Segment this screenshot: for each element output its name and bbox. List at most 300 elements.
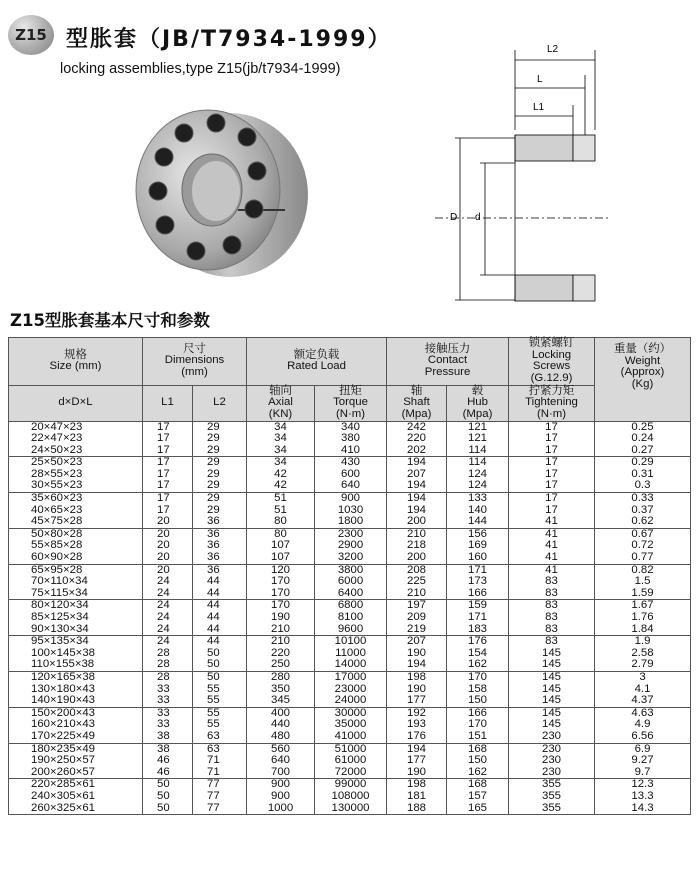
- cell-l1: 17: [143, 421, 193, 433]
- cell-l1: 17: [143, 433, 193, 445]
- cell-axial: 700: [247, 767, 315, 779]
- cell-hub: 176: [447, 636, 509, 648]
- header-spec: 规格 Size (mm): [9, 338, 143, 386]
- cell-torque: 108000: [315, 791, 387, 803]
- cell-hub: 150: [447, 695, 509, 707]
- cell-l1: 46: [143, 755, 193, 767]
- cell-weight: 0.3: [595, 480, 691, 492]
- cell-torque: 6800: [315, 600, 387, 612]
- cell-axial: 440: [247, 719, 315, 731]
- cell-axial: 250: [247, 659, 315, 671]
- header-locking-screws: 锁紧螺钉 Locking Screws (G.12.9): [509, 338, 595, 386]
- cell-tightening: 230: [509, 743, 595, 755]
- cell-l1: 20: [143, 564, 193, 576]
- cell-torque: 24000: [315, 695, 387, 707]
- cell-weight: 1.5: [595, 576, 691, 588]
- cell-shaft: 210: [387, 588, 447, 600]
- cell-hub: 140: [447, 505, 509, 517]
- cell-size: 35×60×23: [9, 493, 143, 505]
- cell-torque: 30000: [315, 707, 387, 719]
- cell-weight: 4.1: [595, 684, 691, 696]
- cell-l1: 33: [143, 695, 193, 707]
- cell-axial: 34: [247, 457, 315, 469]
- type-badge: [8, 15, 54, 55]
- cell-tightening: 145: [509, 684, 595, 696]
- cell-weight: 12.3: [595, 779, 691, 791]
- cell-axial: 345: [247, 695, 315, 707]
- section-title: Z15型胀套基本尺寸和参数: [10, 311, 210, 330]
- cell-shaft: 177: [387, 755, 447, 767]
- cell-l2: 77: [193, 791, 247, 803]
- cell-size: 140×190×43: [9, 695, 143, 707]
- header-weight: 重量（约） Weight (Approx) (Kg): [595, 338, 691, 422]
- cell-tightening: 17: [509, 433, 595, 445]
- header-torque: 扭矩 Torque (N·m): [315, 385, 387, 421]
- label-l2: L2: [547, 44, 559, 55]
- cell-shaft: 242: [387, 421, 447, 433]
- table-row: [9, 791, 691, 803]
- cell-axial: 210: [247, 624, 315, 636]
- cell-axial: 51: [247, 493, 315, 505]
- cell-shaft: 194: [387, 457, 447, 469]
- cell-size: 160×210×43: [9, 719, 143, 731]
- cell-l1: 33: [143, 684, 193, 696]
- cell-l1: 20: [143, 540, 193, 552]
- table-row: [9, 612, 691, 624]
- cell-torque: 430: [315, 457, 387, 469]
- cell-shaft: 194: [387, 743, 447, 755]
- cell-weight: 4.37: [595, 695, 691, 707]
- cell-weight: 0.67: [595, 528, 691, 540]
- cell-hub: 166: [447, 588, 509, 600]
- cell-torque: 340: [315, 421, 387, 433]
- cell-size: 95×135×34: [9, 636, 143, 648]
- cell-weight: 0.31: [595, 469, 691, 481]
- cell-size: 22×47×23: [9, 433, 143, 445]
- cell-weight: 0.72: [595, 540, 691, 552]
- cell-axial: 170: [247, 600, 315, 612]
- header-hub: 毂 Hub (Mpa): [447, 385, 509, 421]
- cell-torque: 10100: [315, 636, 387, 648]
- cell-shaft: 188: [387, 803, 447, 815]
- cell-size: 170×225×49: [9, 731, 143, 743]
- cell-torque: 23000: [315, 684, 387, 696]
- cell-shaft: 225: [387, 576, 447, 588]
- cell-axial: 80: [247, 516, 315, 528]
- table-row: [9, 659, 691, 671]
- cell-l2: 50: [193, 659, 247, 671]
- header-contact-pressure: 接触压力 Contact Pressure: [387, 338, 509, 386]
- cell-size: 28×55×23: [9, 469, 143, 481]
- cell-weight: 4.63: [595, 707, 691, 719]
- cell-l1: 38: [143, 731, 193, 743]
- cell-weight: 2.58: [595, 648, 691, 660]
- cell-weight: 0.37: [595, 505, 691, 517]
- cell-shaft: 194: [387, 659, 447, 671]
- table-row: [9, 552, 691, 564]
- cell-weight: 13.3: [595, 791, 691, 803]
- cell-hub: 171: [447, 612, 509, 624]
- badge-label: Z15: [15, 26, 47, 44]
- cell-l2: 63: [193, 731, 247, 743]
- cell-l1: 17: [143, 457, 193, 469]
- table-row: [9, 624, 691, 636]
- cell-torque: 6000: [315, 576, 387, 588]
- cell-weight: 1.67: [595, 600, 691, 612]
- cell-hub: 168: [447, 779, 509, 791]
- cell-hub: 173: [447, 576, 509, 588]
- cell-l2: 55: [193, 684, 247, 696]
- cell-size: 100×145×38: [9, 648, 143, 660]
- cell-axial: 280: [247, 671, 315, 683]
- cell-hub: 154: [447, 648, 509, 660]
- cell-tightening: 17: [509, 421, 595, 433]
- cell-l2: 71: [193, 767, 247, 779]
- cell-l2: 36: [193, 516, 247, 528]
- cell-hub: 162: [447, 767, 509, 779]
- cell-size: 80×120×34: [9, 600, 143, 612]
- cell-tightening: 41: [509, 552, 595, 564]
- cell-l2: 77: [193, 779, 247, 791]
- cell-l1: 24: [143, 600, 193, 612]
- cell-axial: 107: [247, 552, 315, 564]
- cell-hub: 157: [447, 791, 509, 803]
- cell-axial: 220: [247, 648, 315, 660]
- table-row: [9, 671, 691, 683]
- cell-tightening: 145: [509, 659, 595, 671]
- cell-l2: 63: [193, 743, 247, 755]
- cell-tightening: 145: [509, 707, 595, 719]
- cell-shaft: 220: [387, 433, 447, 445]
- cell-shaft: 219: [387, 624, 447, 636]
- cell-size: 50×80×28: [9, 528, 143, 540]
- cell-axial: 1000: [247, 803, 315, 815]
- cell-shaft: 207: [387, 469, 447, 481]
- cell-l2: 71: [193, 755, 247, 767]
- cell-shaft: 200: [387, 516, 447, 528]
- cell-torque: 900: [315, 493, 387, 505]
- cell-shaft: 176: [387, 731, 447, 743]
- table-row: [9, 445, 691, 457]
- cell-torque: 2300: [315, 528, 387, 540]
- cell-l1: 17: [143, 505, 193, 517]
- cell-weight: 0.24: [595, 433, 691, 445]
- header-axial: 轴向 Axial (KN): [247, 385, 315, 421]
- cell-hub: 124: [447, 480, 509, 492]
- cell-l1: 17: [143, 469, 193, 481]
- cell-l1: 20: [143, 528, 193, 540]
- cell-l2: 29: [193, 505, 247, 517]
- cell-tightening: 41: [509, 528, 595, 540]
- cell-l1: 24: [143, 624, 193, 636]
- cell-hub: 170: [447, 719, 509, 731]
- cell-l1: 46: [143, 767, 193, 779]
- product-photo: [120, 85, 320, 285]
- cell-axial: 640: [247, 755, 315, 767]
- cell-size: 20×47×23: [9, 421, 143, 433]
- cell-l2: 55: [193, 719, 247, 731]
- cell-tightening: 17: [509, 480, 595, 492]
- table-row: [9, 695, 691, 707]
- cell-weight: 0.62: [595, 516, 691, 528]
- cell-shaft: 193: [387, 719, 447, 731]
- cell-axial: 51: [247, 505, 315, 517]
- cell-tightening: 355: [509, 779, 595, 791]
- cell-l2: 55: [193, 707, 247, 719]
- cell-hub: 162: [447, 659, 509, 671]
- cell-weight: 0.82: [595, 564, 691, 576]
- cell-axial: 34: [247, 445, 315, 457]
- cell-l1: 50: [143, 779, 193, 791]
- cell-tightening: 41: [509, 516, 595, 528]
- cell-size: 120×165×38: [9, 671, 143, 683]
- cell-hub: 114: [447, 445, 509, 457]
- cell-size: 130×180×43: [9, 684, 143, 696]
- cell-l2: 29: [193, 493, 247, 505]
- header-l1: L1: [143, 385, 193, 421]
- cell-hub: 170: [447, 671, 509, 683]
- table-row: [9, 767, 691, 779]
- cell-hub: 121: [447, 433, 509, 445]
- cell-l2: 77: [193, 803, 247, 815]
- cell-tightening: 145: [509, 695, 595, 707]
- cell-l1: 17: [143, 480, 193, 492]
- cell-l2: 29: [193, 469, 247, 481]
- cell-tightening: 230: [509, 755, 595, 767]
- cell-torque: 410: [315, 445, 387, 457]
- cell-shaft: 198: [387, 779, 447, 791]
- cell-l1: 38: [143, 743, 193, 755]
- cell-tightening: 17: [509, 457, 595, 469]
- cell-size: 55×85×28: [9, 540, 143, 552]
- cell-l2: 50: [193, 648, 247, 660]
- cell-shaft: 194: [387, 505, 447, 517]
- cell-size: 65×95×28: [9, 564, 143, 576]
- cell-size: 85×125×34: [9, 612, 143, 624]
- table-row: [9, 588, 691, 600]
- cell-tightening: 230: [509, 767, 595, 779]
- cell-hub: 114: [447, 457, 509, 469]
- cell-hub: 156: [447, 528, 509, 540]
- cell-shaft: 192: [387, 707, 447, 719]
- cell-torque: 8100: [315, 612, 387, 624]
- technical-drawing: [415, 30, 615, 305]
- cell-hub: 183: [447, 624, 509, 636]
- cell-torque: 51000: [315, 743, 387, 755]
- cell-torque: 600: [315, 469, 387, 481]
- cell-weight: 1.9: [595, 636, 691, 648]
- table-row: [9, 731, 691, 743]
- cell-axial: 560: [247, 743, 315, 755]
- cell-shaft: 190: [387, 684, 447, 696]
- cell-axial: 34: [247, 433, 315, 445]
- cell-axial: 400: [247, 707, 315, 719]
- cell-torque: 99000: [315, 779, 387, 791]
- cell-size: 110×155×38: [9, 659, 143, 671]
- table-row: [9, 493, 691, 505]
- cell-size: 150×200×43: [9, 707, 143, 719]
- cell-axial: 120: [247, 564, 315, 576]
- table-row: [9, 803, 691, 815]
- cell-torque: 3800: [315, 564, 387, 576]
- label-outer-diameter: D: [450, 212, 458, 223]
- cell-l2: 36: [193, 528, 247, 540]
- table-row: [9, 433, 691, 445]
- cell-hub: 133: [447, 493, 509, 505]
- cell-size: 200×260×57: [9, 767, 143, 779]
- cell-hub: 121: [447, 421, 509, 433]
- cell-axial: 170: [247, 588, 315, 600]
- cell-l2: 55: [193, 695, 247, 707]
- cell-shaft: 197: [387, 600, 447, 612]
- cell-torque: 17000: [315, 671, 387, 683]
- cell-tightening: 355: [509, 803, 595, 815]
- cell-shaft: 194: [387, 493, 447, 505]
- label-l: L: [537, 74, 543, 85]
- cell-torque: 1800: [315, 516, 387, 528]
- cell-l2: 36: [193, 552, 247, 564]
- cell-l1: 17: [143, 445, 193, 457]
- cell-l2: 44: [193, 612, 247, 624]
- cell-tightening: 17: [509, 469, 595, 481]
- cell-l2: 36: [193, 564, 247, 576]
- cell-hub: 159: [447, 600, 509, 612]
- cell-l1: 28: [143, 659, 193, 671]
- cell-shaft: 177: [387, 695, 447, 707]
- cell-torque: 3200: [315, 552, 387, 564]
- cell-shaft: 208: [387, 564, 447, 576]
- cell-tightening: 17: [509, 493, 595, 505]
- cell-torque: 640: [315, 480, 387, 492]
- cell-torque: 14000: [315, 659, 387, 671]
- cell-l2: 29: [193, 480, 247, 492]
- cell-l1: 17: [143, 493, 193, 505]
- cell-tightening: 17: [509, 505, 595, 517]
- cell-weight: 0.33: [595, 493, 691, 505]
- cell-l1: 20: [143, 552, 193, 564]
- cell-size: 40×65×23: [9, 505, 143, 517]
- table-row: [9, 480, 691, 492]
- cell-torque: 1030: [315, 505, 387, 517]
- cell-torque: 9600: [315, 624, 387, 636]
- cell-shaft: 207: [387, 636, 447, 648]
- cell-tightening: 145: [509, 719, 595, 731]
- cell-weight: 14.3: [595, 803, 691, 815]
- cell-l2: 44: [193, 576, 247, 588]
- cell-hub: 171: [447, 564, 509, 576]
- spec-table: [8, 337, 691, 815]
- cell-l2: 29: [193, 457, 247, 469]
- cell-tightening: 145: [509, 648, 595, 660]
- cell-shaft: 181: [387, 791, 447, 803]
- cell-size: 190×250×57: [9, 755, 143, 767]
- cell-tightening: 83: [509, 600, 595, 612]
- cell-axial: 42: [247, 480, 315, 492]
- cell-shaft: 209: [387, 612, 447, 624]
- cell-tightening: 83: [509, 576, 595, 588]
- cell-weight: 0.77: [595, 552, 691, 564]
- cell-axial: 170: [247, 576, 315, 588]
- cell-weight: 1.76: [595, 612, 691, 624]
- cell-axial: 190: [247, 612, 315, 624]
- cell-weight: 9.27: [595, 755, 691, 767]
- cell-tightening: 83: [509, 612, 595, 624]
- label-l1: L1: [533, 102, 545, 113]
- cell-axial: 210: [247, 636, 315, 648]
- cell-size: 70×110×34: [9, 576, 143, 588]
- cell-weight: 6.9: [595, 743, 691, 755]
- cell-hub: 166: [447, 707, 509, 719]
- cell-l1: 33: [143, 719, 193, 731]
- cell-l2: 44: [193, 600, 247, 612]
- cell-weight: 9.7: [595, 767, 691, 779]
- cell-l1: 50: [143, 791, 193, 803]
- cell-weight: 1.59: [595, 588, 691, 600]
- cell-torque: 35000: [315, 719, 387, 731]
- cell-hub: 160: [447, 552, 509, 564]
- cell-hub: 124: [447, 469, 509, 481]
- cell-tightening: 83: [509, 624, 595, 636]
- cell-tightening: 41: [509, 540, 595, 552]
- cell-size: 75×115×34: [9, 588, 143, 600]
- cell-weight: 0.25: [595, 421, 691, 433]
- cell-size: 90×130×34: [9, 624, 143, 636]
- header-size: d×D×L: [9, 385, 143, 421]
- header-rated-load: 额定负载 Rated Load: [247, 338, 387, 386]
- cell-weight: 2.79: [595, 659, 691, 671]
- cell-hub: 168: [447, 743, 509, 755]
- cell-axial: 34: [247, 421, 315, 433]
- cell-l2: 29: [193, 433, 247, 445]
- cell-shaft: 190: [387, 767, 447, 779]
- cell-l2: 29: [193, 421, 247, 433]
- cell-weight: 1.84: [595, 624, 691, 636]
- cell-size: 260×325×61: [9, 803, 143, 815]
- spec-table-body: [9, 421, 691, 815]
- cell-size: 220×285×61: [9, 779, 143, 791]
- cell-axial: 350: [247, 684, 315, 696]
- cell-l2: 44: [193, 624, 247, 636]
- cell-tightening: 83: [509, 588, 595, 600]
- cell-shaft: 194: [387, 480, 447, 492]
- cell-axial: 480: [247, 731, 315, 743]
- cell-torque: 2900: [315, 540, 387, 552]
- cell-l1: 28: [143, 671, 193, 683]
- cell-shaft: 202: [387, 445, 447, 457]
- cell-shaft: 218: [387, 540, 447, 552]
- cell-l1: 28: [143, 648, 193, 660]
- cell-size: 30×55×23: [9, 480, 143, 492]
- cell-tightening: 355: [509, 791, 595, 803]
- cell-hub: 169: [447, 540, 509, 552]
- cell-size: 45×75×28: [9, 516, 143, 528]
- cell-weight: 0.29: [595, 457, 691, 469]
- cell-torque: 6400: [315, 588, 387, 600]
- cell-l1: 20: [143, 516, 193, 528]
- table-row: [9, 516, 691, 528]
- table-row: [9, 755, 691, 767]
- page-subtitle: locking assemblies,type Z15(jb/t7934-1999): [60, 61, 341, 77]
- cell-size: 24×50×23: [9, 445, 143, 457]
- cell-hub: 165: [447, 803, 509, 815]
- cell-shaft: 210: [387, 528, 447, 540]
- cell-tightening: 145: [509, 671, 595, 683]
- cell-shaft: 198: [387, 671, 447, 683]
- cell-shaft: 190: [387, 648, 447, 660]
- cell-weight: 6.56: [595, 731, 691, 743]
- cell-axial: 107: [247, 540, 315, 552]
- cell-l1: 24: [143, 576, 193, 588]
